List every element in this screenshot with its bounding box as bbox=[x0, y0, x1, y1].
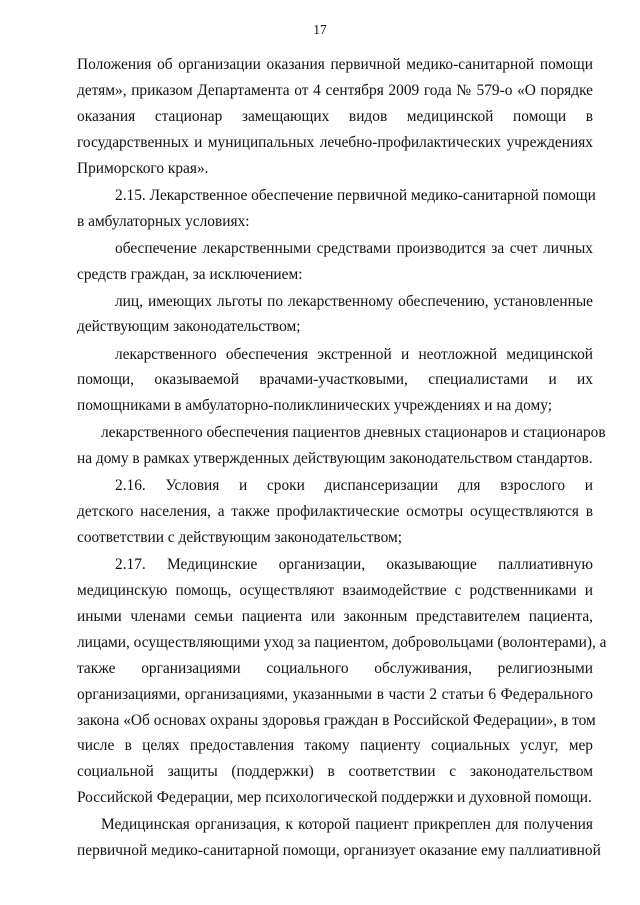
text-line: детям», приказом Департамента от 4 сентября 2009 года № 579-о «О порядке bbox=[77, 81, 593, 99]
text-line: Положения об организации оказания первичной медико-санитарной помощи bbox=[77, 56, 593, 73]
paragraph-p9 bbox=[77, 812, 601, 864]
text-line: лицами, осуществляющими уход за пациентом, добровольцами (волонтерами), а bbox=[77, 633, 607, 651]
text-line: детского населения, а также профилактические осмотры осуществляются в bbox=[77, 503, 593, 521]
text-line: Медицинская организация, к которой пациент прикреплен для получения bbox=[101, 816, 593, 834]
text-line: лекарственного обеспечения пациентов дневных стационаров и стационаров bbox=[101, 424, 606, 442]
text-line: обеспечение лекарственными средствами производится за счет личных bbox=[115, 239, 593, 257]
text-line: 2.16. Условия и сроки диспансеризации для взрослого и bbox=[115, 477, 593, 495]
text-line: оказания стационар замещающих видов медицинской помощи в bbox=[77, 107, 593, 125]
paragraph-p3 bbox=[77, 236, 593, 288]
paragraph-p4 bbox=[77, 289, 593, 341]
text-line: лекарственного обеспечения экстренной и неотложной медицинской bbox=[115, 345, 593, 363]
text-line: государственных и муниципальных лечебно-профилактических учреждениях bbox=[77, 133, 593, 151]
paragraph-p6 bbox=[77, 420, 606, 472]
text-line: 2.15. Лекарственное обеспечение первичной медико-санитарной помощи bbox=[115, 186, 596, 204]
text-line: медицинскую помощь, осуществляют взаимодействие с родственниками и bbox=[77, 582, 593, 600]
paragraph-p7 bbox=[77, 473, 593, 551]
text-line: действующим законодательством; bbox=[77, 318, 301, 336]
text-line: числе в целях предоставления такому пациенту социальных услуг, мер bbox=[77, 737, 593, 755]
text-line: на дому в рамках утвержденных действующим законодательством стандартов. bbox=[77, 450, 593, 468]
text-line: лиц, имеющих льготы по лекарственному обеспечению, установленные bbox=[115, 292, 593, 310]
page-number: 17 bbox=[313, 22, 327, 37]
text-line: организациями, организациями, указанными в части 2 статьи 6 Федерального bbox=[77, 685, 593, 703]
text-line: Приморского края». bbox=[77, 159, 209, 177]
text-line: помощниками в амбулаторно-поликлинических учреждениях и на дому; bbox=[77, 397, 552, 415]
document-body bbox=[77, 52, 607, 864]
text-line: иными членами семьи пациента или законным представителем пациента, bbox=[77, 608, 593, 626]
paragraph-p8 bbox=[77, 552, 607, 811]
text-line: средств граждан, за исключением: bbox=[77, 265, 303, 283]
paragraph-p2 bbox=[77, 183, 596, 235]
text-line: Российской Федерации, мер психологической поддержки и духовной помощи. bbox=[77, 789, 592, 807]
paragraph-p1 bbox=[77, 52, 593, 181]
text-line: 2.17. Медицинские организации, оказывающие паллиативную bbox=[115, 556, 593, 574]
text-line: в амбулаторных условиях: bbox=[77, 212, 250, 230]
text-line: социальной защиты (поддержки) в соответствии с законодательством bbox=[77, 763, 593, 781]
text-line: первичной медико-санитарной помощи, организует оказание ему паллиативной bbox=[77, 842, 601, 860]
text-line: закона «Об основах охраны здоровья граждан в Российской Федерации», в том bbox=[77, 711, 596, 729]
text-line: помощи, оказываемой врачами-участковыми, специалистами и их bbox=[77, 371, 593, 389]
text-line: соответствии с действующим законодательством; bbox=[77, 529, 402, 547]
text-line: также организациями социального обслуживания, религиозными bbox=[77, 659, 593, 677]
paragraph-p5 bbox=[77, 342, 593, 420]
